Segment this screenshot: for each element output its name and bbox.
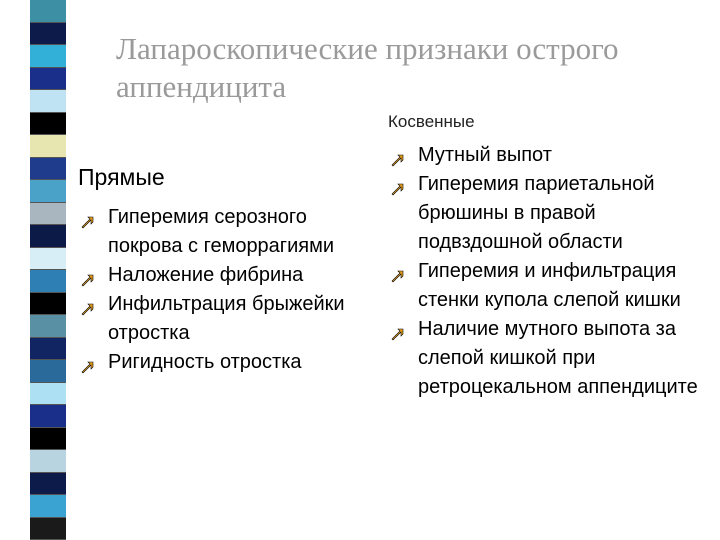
- decorative-stripe: [30, 0, 66, 540]
- arrow-bullet-icon: [391, 148, 405, 162]
- slide-title: Лапароскопические признаки острого аппендицита: [116, 31, 619, 104]
- list-item: [388, 315, 718, 402]
- indirect-heading: Косвенные: [388, 112, 475, 131]
- stripe-segment: [30, 225, 66, 248]
- stripe-segment: [30, 405, 66, 428]
- stripe-segment: [30, 270, 66, 293]
- stripe-segment: [30, 180, 66, 203]
- arrow-bullet-icon: [391, 322, 405, 336]
- stripe-segment: [30, 203, 66, 226]
- list-item-text: Гиперемия серозного покрова с геморрагиями: [108, 206, 335, 257]
- stripe-segment: [30, 90, 66, 113]
- stripe-segment: [30, 158, 66, 181]
- list-item: [78, 261, 368, 290]
- list-item: [78, 348, 368, 377]
- stripe-segment: [30, 113, 66, 136]
- stripe-segment: [30, 428, 66, 451]
- arrow-bullet-icon: [81, 210, 95, 224]
- stripe-segment: [30, 518, 66, 540]
- arrow-bullet-icon: [391, 264, 405, 278]
- list-item-text: Инфильтрация брыжейки отростка: [108, 293, 345, 344]
- list-item-text: Ригидность отростка: [108, 351, 302, 373]
- list-item: [78, 203, 368, 261]
- stripe-segment: [30, 0, 66, 23]
- stripe-segment: [30, 135, 66, 158]
- arrow-bullet-icon: [81, 355, 95, 369]
- list-item-text: Наличие мутного выпота за слепой кишкой при ретроцекальном аппендиците: [418, 318, 698, 398]
- list-item: [388, 170, 718, 257]
- stripe-segment: [30, 495, 66, 518]
- stripe-segment: [30, 248, 66, 271]
- list-item-text: Наложение фибрина: [108, 264, 304, 286]
- stripe-segment: [30, 338, 66, 361]
- arrow-bullet-icon: [81, 297, 95, 311]
- arrow-bullet-icon: [81, 268, 95, 282]
- stripe-segment: [30, 450, 66, 473]
- stripe-segment: [30, 315, 66, 338]
- stripe-segment: [30, 45, 66, 68]
- direct-signs-list: [78, 203, 368, 377]
- stripe-segment: [30, 383, 66, 406]
- direct-heading: Прямые: [78, 164, 165, 190]
- arrow-bullet-icon: [391, 177, 405, 191]
- list-item-text: Гиперемия париетальной брюшины в правой подвздошной области: [418, 173, 655, 253]
- stripe-segment: [30, 68, 66, 91]
- list-item-text: Гиперемия и инфильтрация стенки купола слепой кишки: [418, 260, 681, 311]
- list-item: [388, 141, 718, 170]
- stripe-segment: [30, 473, 66, 496]
- stripe-segment: [30, 293, 66, 316]
- stripe-segment: [30, 23, 66, 46]
- list-item: [388, 257, 718, 315]
- list-item: [78, 290, 368, 348]
- list-item-text: Мутный выпот: [418, 144, 552, 166]
- indirect-signs-list: [388, 141, 718, 402]
- stripe-segment: [30, 360, 66, 383]
